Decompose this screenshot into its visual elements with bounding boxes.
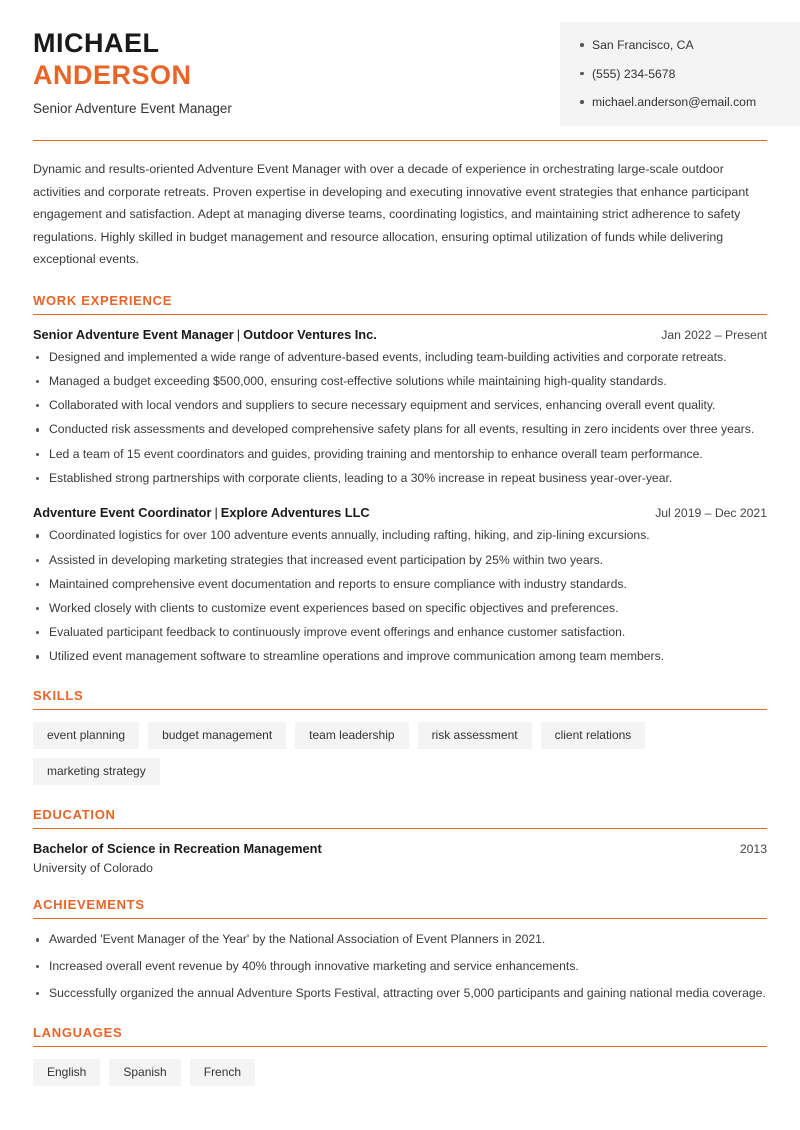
skill-chip: team leadership: [295, 722, 408, 749]
achievements-list: [33, 931, 767, 1002]
header-divider: [33, 140, 767, 141]
language-chip: English: [33, 1059, 100, 1086]
list-item: Designed and implemented a wide range of adventure-based events, including team-building activities and corporate retreats.: [33, 349, 767, 367]
work-entry-separator: |: [214, 505, 218, 521]
list-item: Utilized event management software to streamline operations and improve communication among team members.: [33, 648, 767, 666]
list-item: Collaborated with local vendors and suppliers to secure necessary equipment and services, enhancing overall event quality.: [33, 397, 767, 415]
section-title-achievements: ACHIEVEMENTS: [33, 897, 145, 913]
header-identity: [0, 22, 232, 116]
professional-summary: Dynamic and results-oriented Adventure Event Manager with over a decade of experience in orchestrating large-scale outdoor activities and corporate retreats. Proven expertise in developing and executing innovative event strategies that enhance participant engagement and satisfaction. Adept at managing diverse teams, coordinating logistics, and maintaining strict adherence to safety regulations. Highly skilled in budget management and resource allocation, ensuring optimal utilization of funds while delivering exceptional events.: [33, 161, 749, 267]
contact-box: [560, 22, 800, 126]
resume-content: [0, 158, 800, 1086]
section-title-education: EDUCATION: [33, 807, 116, 823]
list-item: Conducted risk assessments and developed comprehensive safety plans for all events, resulting in zero incidents over three years.: [33, 421, 767, 439]
work-entry-company: Explore Adventures LLC: [220, 505, 370, 521]
language-chip: French: [190, 1059, 255, 1086]
section-education: [33, 807, 767, 875]
work-entry-bullets: [33, 349, 767, 488]
contact-email: michael.anderson@email.com: [578, 95, 800, 110]
list-item: Evaluated participant feedback to continuously improve event offerings and enhance customer satisfaction.: [33, 624, 767, 642]
list-item: Worked closely with clients to customize event experiences based on specific objectives and preferences.: [33, 600, 767, 618]
last-name: ANDERSON: [33, 59, 192, 90]
section-title-languages: LANGUAGES: [33, 1024, 123, 1040]
skill-chip: budget management: [148, 722, 286, 749]
work-entry-title: [33, 327, 377, 342]
languages-chip-list: [33, 1059, 767, 1086]
section-divider: [33, 709, 767, 710]
work-entry-company: Outdoor Ventures Inc.: [243, 326, 377, 342]
skill-chip: risk assessment: [418, 722, 532, 749]
work-entry: [33, 327, 767, 488]
language-chip: Spanish: [109, 1059, 180, 1086]
list-item: Successfully organized the annual Adventure Sports Festival, attracting over 5,000 participants and gaining national media coverage.: [33, 985, 767, 1003]
work-entry-title: [33, 505, 370, 520]
education-degree: Bachelor of Science in Recreation Management: [33, 841, 322, 857]
education-school: University of Colorado: [33, 861, 153, 876]
work-entry: [33, 505, 767, 666]
section-title-skills: SKILLS: [33, 688, 84, 704]
section-divider: [33, 314, 767, 315]
section-work-experience: [33, 293, 767, 666]
section-divider: [33, 1046, 767, 1047]
work-entry-date: Jan 2022 – Present: [661, 327, 767, 342]
skill-chip: event planning: [33, 722, 139, 749]
work-entry-bullets: [33, 527, 767, 666]
work-entry-date: Jul 2019 – Dec 2021: [655, 506, 767, 521]
work-entry-role: Senior Adventure Event Manager: [33, 326, 234, 342]
first-name: MICHAEL: [33, 28, 160, 58]
education-entry-head: [33, 841, 767, 856]
contact-location: San Francisco, CA: [578, 38, 800, 53]
list-item: Established strong partnerships with corporate clients, leading to a 30% increase in repeat business year-over-year.: [33, 470, 767, 488]
contact-phone: (555) 234-5678: [578, 67, 800, 82]
list-item: Maintained comprehensive event documentation and reports to ensure compliance with industry standards.: [33, 576, 767, 594]
list-item: Managed a budget exceeding $500,000, ensuring cost-effective solutions while maintaining high-quality standards.: [33, 373, 767, 391]
work-entry-role: Adventure Event Coordinator: [33, 505, 212, 521]
section-divider: [33, 828, 767, 829]
education-date: 2013: [739, 842, 767, 857]
work-entry-head: [33, 327, 767, 342]
work-entry-head: [33, 505, 767, 520]
skill-chip: client relations: [541, 722, 646, 749]
section-languages: [33, 1025, 767, 1086]
list-item: Increased overall event revenue by 40% through innovative marketing and service enhancements.: [33, 958, 767, 976]
section-skills: [33, 688, 767, 785]
education-entry: [33, 841, 767, 875]
list-item: Assisted in developing marketing strategies that increased event participation by 25% within two years.: [33, 552, 767, 570]
list-item: Coordinated logistics for over 100 adventure events annually, including rafting, hiking, and zip-lining excursions.: [33, 527, 767, 545]
job-title: Senior Adventure Event Manager: [33, 100, 232, 116]
section-divider: [33, 918, 767, 919]
skills-chip-list: [33, 722, 767, 785]
list-item: Led a team of 15 event coordinators and guides, providing training and mentorship to enhance overall team performance.: [33, 446, 767, 464]
skill-chip: marketing strategy: [33, 758, 160, 785]
section-achievements: [33, 897, 767, 1002]
work-entry-separator: |: [236, 326, 241, 342]
section-title-work-experience: WORK EXPERIENCE: [33, 292, 173, 308]
resume-header: [0, 0, 800, 126]
list-item: Awarded 'Event Manager of the Year' by the National Association of Event Planners in 2021.: [33, 931, 767, 949]
